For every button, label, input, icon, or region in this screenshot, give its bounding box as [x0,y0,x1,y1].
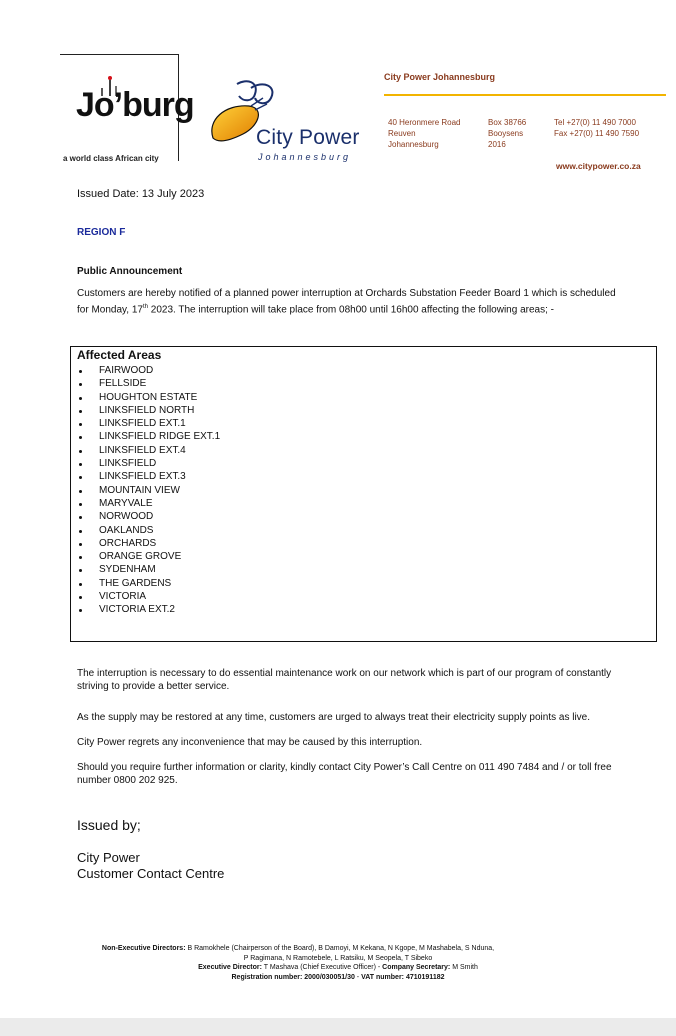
vat-label: VAT number: [361,973,404,981]
secretary-value: M Smith [452,964,478,971]
list-item: SYDENHAM [71,563,220,576]
box-line: 2016 [488,140,506,149]
affected-areas-list [71,364,220,617]
address-line: Johannesburg [388,140,439,149]
joburg-logo-text: Jo’burg [76,86,194,124]
address-block [388,117,460,150]
affected-areas-box [70,346,657,642]
footer-line [0,944,676,954]
vat-value: 4710191182 [405,973,445,981]
secretary-label: Company Secretary: [382,964,451,971]
phone-block [554,117,639,139]
list-item: LINKSFIELD NORTH [71,404,220,417]
list-item: ORCHARDS [71,537,220,550]
list-item: OAKLANDS [71,524,220,537]
list-item: LINKSFIELD EXT.4 [71,444,220,457]
list-item: MARYVALE [71,497,220,510]
ned-names-cont: P Ragimana, N Ramotebele, L Ratsiku, M Seopela, T Sibeko [243,954,433,962]
announcement-title: Public Announcement [77,266,183,277]
exec-label: Executive Director: [198,964,262,971]
intro-line [77,301,667,317]
reg-label: Registration number: [231,973,303,981]
maintenance-line: striving to provide a better service. [77,680,230,692]
date-ordinal: th [142,303,148,310]
list-item: HOUGHTON ESTATE [71,391,220,404]
joburg-tagline: a world class African city [63,154,159,163]
issued-by-label: Issued by; [77,817,141,833]
maintenance-line: The interruption is necessary to do essential maintenance work on our network which is part of our program of constantly [77,668,612,679]
contact-paragraph [77,762,667,787]
signatory-block [77,850,224,882]
box-block [488,117,526,150]
website-link[interactable]: www.citypower.co.za [556,161,641,171]
box-line: Box 38766 [488,118,527,127]
region-heading: REGION F [77,227,126,238]
fax-line: Fax +27(0) 11 490 7590 [554,129,640,138]
issued-date: Issued Date: 13 July 2023 [77,188,205,200]
affected-areas-title: Affected Areas [77,348,162,362]
list-item: LINKSFIELD EXT.3 [71,470,220,483]
address-line: Reuven [388,129,416,138]
list-item: VICTORIA [71,590,220,603]
intro-paragraph [77,288,667,316]
contact-line: Should you require further information or clarity, kindly contact City Power’s Call Centre on 011 490 7484 and / or toll free [77,762,612,773]
header-rule [384,94,666,96]
reg-value: 2000/030051/30 [304,973,355,981]
list-item: THE GARDENS [71,577,220,590]
org-title: City Power Johannesburg [384,72,496,82]
footer-line: Executive Director: T Mashava (Chief Executive Officer) - Company Secretary: M Smith [198,964,478,971]
signatory-dept: Customer Contact Centre [77,866,225,881]
page-bottom-bar [0,1018,676,1036]
list-item: MOUNTAIN VIEW [71,484,220,497]
list-item: VICTORIA EXT.2 [71,603,220,616]
maintenance-paragraph [77,668,667,693]
list-item: LINKSFIELD RIDGE EXT.1 [71,430,220,443]
footer-line [0,954,676,964]
signatory-org: City Power [77,850,140,865]
exec-value: T Mashava (Chief Executive Officer) [263,964,376,971]
supply-warning: As the supply may be restored at any time, customers are urged to always treat their electricity supply points as live. [77,712,591,723]
ned-label: Non-Executive Directors: [101,945,186,952]
ned-names: B Ramokhele (Chairperson of the Board), B Damoyi, M Kekana, N Kgope, M Mashabela, S Nduna, [187,945,495,952]
footer-line: Registration number: 2000/030051/30 - VAT number: 4710191182 [231,973,445,981]
city-power-logo-name: City Power [256,126,360,149]
address-line: 40 Heronmere Road [388,118,461,127]
list-item: ORANGE GROVE [71,550,220,563]
list-item: FAIRWOOD [71,364,220,377]
list-item: FELLSIDE [71,377,220,390]
intro-text: 2023. The interruption will take place from 08h00 until 16h00 affecting the following areas; - [147,303,554,315]
contact-line: number 0800 202 925. [77,774,178,786]
footer-directors [0,944,676,982]
list-item: LINKSFIELD [71,457,220,470]
list-item: NORWOOD [71,510,220,523]
list-item: LINKSFIELD EXT.1 [71,417,220,430]
city-power-logo-sub: Johannesburg [258,152,352,162]
intro-text: for Monday, 17 [77,303,143,315]
apology-text: City Power regrets any inconvenience that may be caused by this interruption. [77,737,423,748]
phone-line: Tel +27(0) 11 490 7000 [554,118,636,127]
intro-line: Customers are hereby notified of a planned power interruption at Orchards Substation Feeder Board 1 which is scheduled [77,288,616,299]
box-line: Booysens [488,129,524,138]
